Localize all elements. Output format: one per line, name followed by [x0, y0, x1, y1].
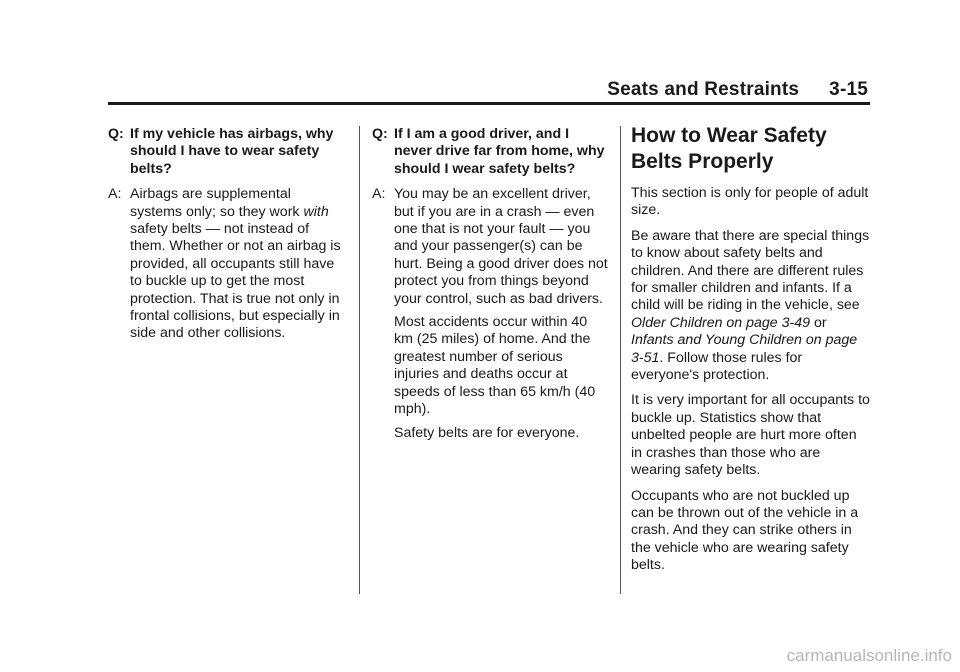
question-text: If my vehicle has airbags, why should I have to wear safety belts? — [130, 126, 334, 177]
header-rule — [108, 102, 870, 105]
watermark: carmanualsonline.info — [786, 646, 952, 665]
answer-text: You may be an excellent driver, but if you are in a crash — even one that is not your fault — you and your passenger(s) can be hurt. Being a good driver does not protect you from things beyond your control, such as bad drivers. — [394, 186, 608, 307]
column-2 — [372, 126, 608, 448]
column-1 — [108, 126, 346, 351]
answer-text-1: Airbags are supplemental systems only; so they work — [130, 186, 300, 220]
paragraph: Occupants who are not buckled up can be thrown out of the vehicle in a crash. And they can strike others in the vehicle who are wearing safety belts. — [631, 487, 859, 574]
paragraph — [631, 228, 871, 385]
answer-paragraph: Safety belts are for everyone. — [394, 424, 580, 441]
page-header — [607, 79, 868, 101]
section-title: Seats and Restraints — [607, 79, 800, 100]
answer-paragraph: Most accidents occur within 40 km (25 miles) of home. And the greatest number of serious injuries and deaths occur at speeds of less than 65 km/h (40 mph). — [394, 314, 596, 418]
question-text: If I am a good driver, and I never drive far from home, why should I wear safety belts? — [394, 126, 605, 177]
cross-reference-link[interactable]: Infants and Young Children on page 3-51 — [631, 332, 858, 366]
section-heading: How to Wear Safety Belts Properly — [631, 124, 827, 173]
answer-text-2: safety belts — not instead of them. Whether or not an airbag is provided, all occupants still have to buckle up to get the most protection. That is true not only in frontal collisions, but especially in side and other collisions. — [130, 221, 341, 342]
answer-label: A: — [372, 186, 386, 203]
column-3 — [631, 126, 871, 583]
paragraph-text: or — [810, 314, 827, 331]
answer-label: A: — [108, 186, 122, 203]
paragraph-text: Be aware that there are special things to know about safety belts and children. And there are different rules for smaller children and infants. If a child will be riding in the vehicle, see — [631, 227, 870, 314]
question-block — [108, 126, 346, 178]
answer-block — [108, 186, 346, 343]
answer-block — [372, 186, 608, 308]
answer-emphasis: with — [303, 203, 329, 220]
paragraph: This section is only for people of adult size. — [631, 185, 869, 219]
question-label: Q: — [108, 126, 124, 142]
question-label: Q: — [372, 126, 388, 142]
cross-reference-link[interactable]: Older Children on page 3-49 — [631, 314, 811, 331]
question-block — [372, 126, 608, 178]
page-number: 3-15 — [829, 79, 868, 100]
paragraph: It is very important for all occupants to buckle up. Statistics show that unbelted people are hurt more often in crashes than those who are wearing safety belts. — [631, 392, 870, 479]
column-divider — [359, 126, 360, 594]
column-divider — [620, 126, 621, 594]
paragraph-text: . Follow those rules for everyone's protection. — [631, 349, 803, 384]
